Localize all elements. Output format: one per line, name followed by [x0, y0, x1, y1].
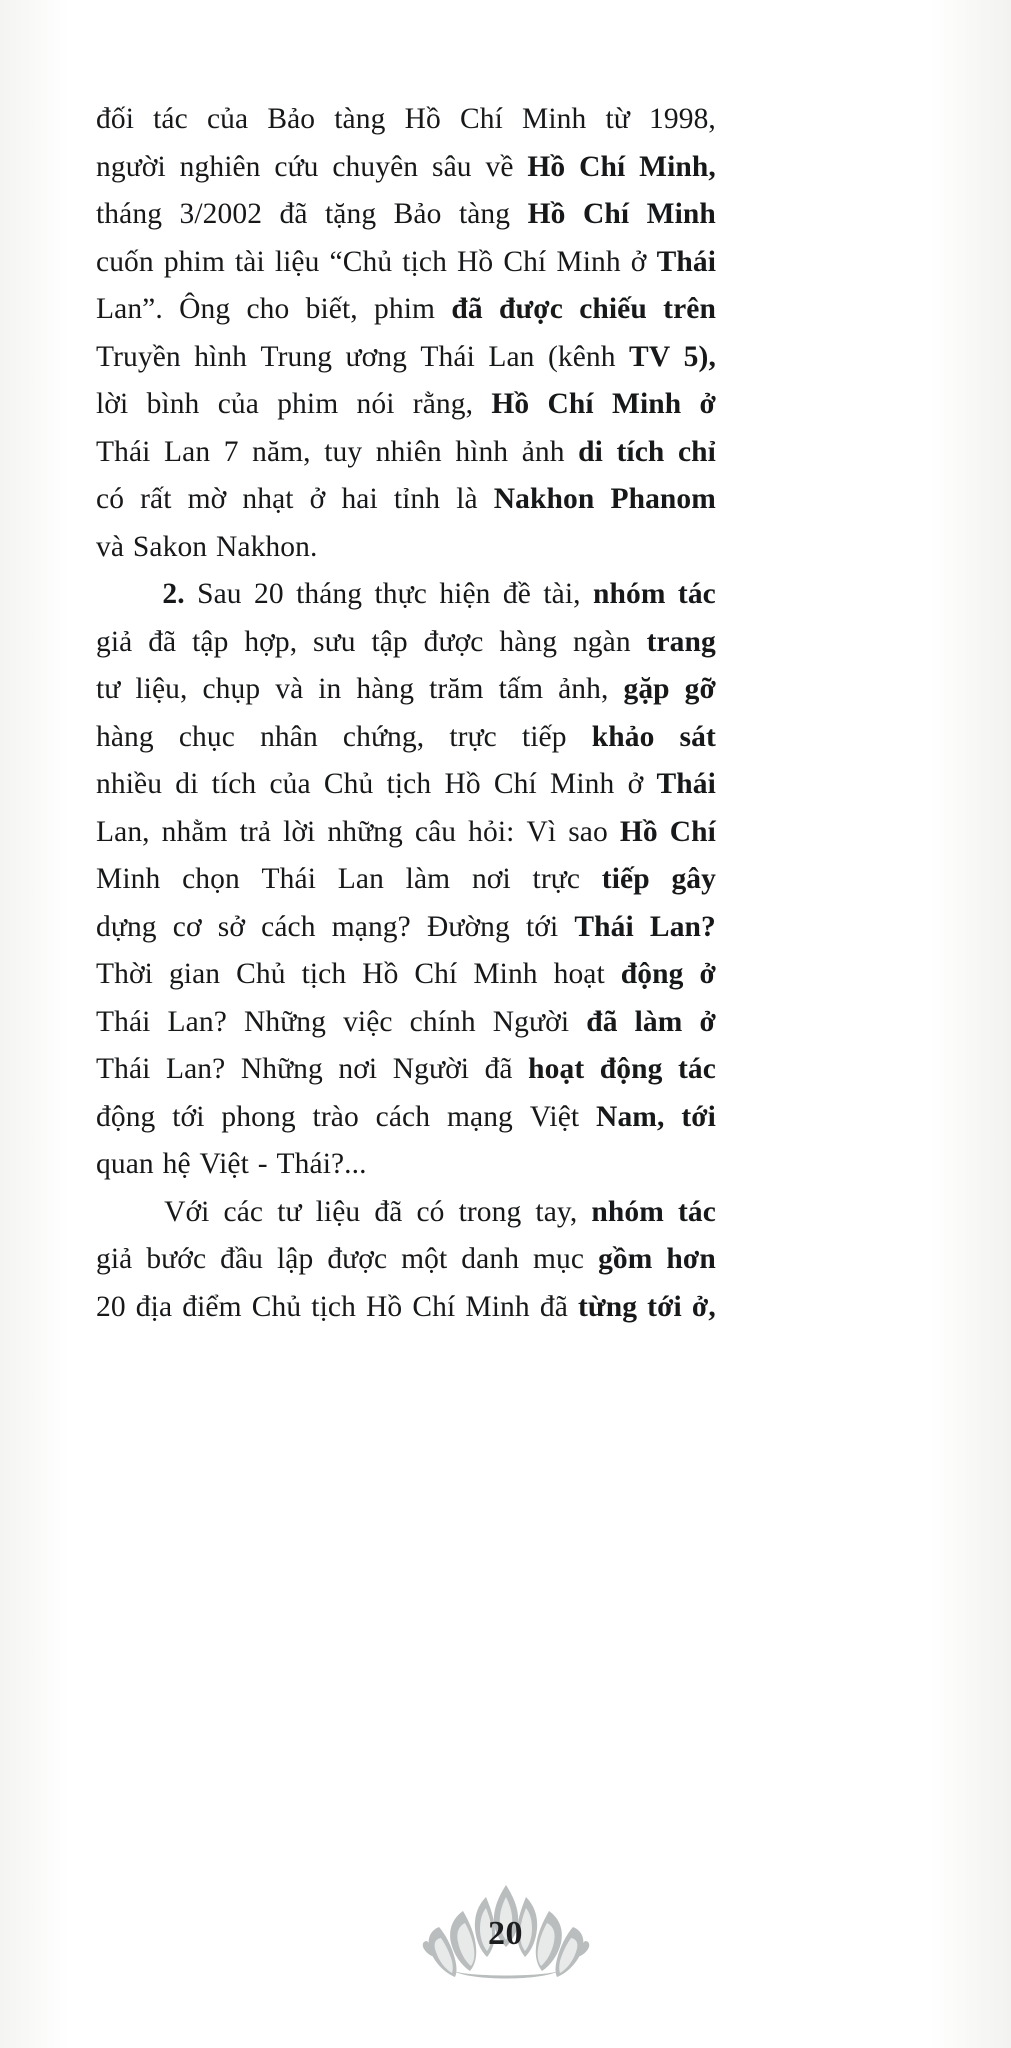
- word: tới: [525, 910, 559, 943]
- word: động: [599, 1053, 663, 1085]
- word: tập: [192, 625, 229, 658]
- page-number: 20: [488, 1915, 523, 1952]
- word: lập: [277, 1243, 314, 1275]
- word: quan: [96, 1148, 154, 1180]
- word: sao: [568, 815, 608, 848]
- word: đã: [484, 1053, 513, 1085]
- word: có: [416, 1195, 445, 1228]
- word: tích: [211, 768, 257, 800]
- word: những: [327, 815, 403, 848]
- word: Thái: [96, 435, 151, 468]
- word: tay,: [535, 1195, 578, 1228]
- word: Chí: [493, 768, 537, 800]
- word: trên: [663, 293, 716, 325]
- text-line: [96, 856, 716, 904]
- text-line: [96, 666, 716, 714]
- word: Thời: [96, 958, 153, 990]
- text-line: [96, 1236, 716, 1284]
- word: tịch: [311, 1290, 356, 1323]
- word: có: [96, 483, 125, 515]
- word: Nam,: [596, 1100, 665, 1133]
- folio-ornament-group: [391, 1871, 621, 1981]
- word: Chí: [414, 958, 458, 990]
- word: Hồ: [404, 103, 441, 135]
- word: chụp: [202, 673, 261, 705]
- word: thực: [374, 578, 427, 610]
- text-line: [96, 1046, 716, 1094]
- word: tới: [647, 1290, 682, 1323]
- word: Với: [164, 1195, 210, 1228]
- word: Chí: [669, 815, 716, 848]
- word: Trung: [260, 340, 333, 373]
- word: ảnh,: [558, 673, 609, 705]
- word: liệu: [274, 245, 320, 278]
- text-line: [96, 809, 716, 857]
- word: tịch: [301, 958, 347, 990]
- word: cứu: [274, 150, 319, 183]
- word: Thái: [96, 1005, 151, 1038]
- word: từ: [605, 103, 630, 135]
- word: Lan,: [96, 815, 150, 848]
- word: Thái?...: [276, 1148, 367, 1180]
- word: từng: [577, 1290, 638, 1323]
- word: ở: [699, 1005, 716, 1038]
- word: tác: [677, 578, 716, 610]
- word: làm: [405, 863, 451, 895]
- word: Hồ: [366, 1290, 403, 1323]
- word: tuy: [324, 435, 363, 468]
- word: lời: [96, 388, 129, 420]
- word: Hồ: [527, 198, 566, 230]
- word: phim: [277, 388, 339, 420]
- word: được: [423, 625, 484, 658]
- word: tác: [153, 103, 188, 135]
- word: di: [175, 768, 199, 800]
- text-line: [96, 96, 716, 144]
- word: Hồ: [527, 150, 566, 183]
- text-line: [96, 904, 716, 952]
- word: Thái: [420, 340, 475, 373]
- word: mục: [533, 1243, 585, 1275]
- word: hiện: [439, 578, 491, 610]
- word: động: [620, 958, 684, 990]
- word: nhiều: [96, 768, 163, 800]
- word: Thái: [656, 245, 716, 278]
- word: địa: [135, 1290, 173, 1323]
- word: Chủ: [323, 768, 374, 800]
- word: đã: [539, 1290, 568, 1323]
- word: Hồ: [619, 815, 658, 848]
- word: nghiên: [179, 150, 261, 183]
- word: trong: [458, 1195, 522, 1228]
- word: chuyên: [332, 150, 419, 183]
- word: cho: [246, 293, 290, 325]
- word: đầu: [220, 1243, 264, 1275]
- word: 20: [254, 578, 284, 610]
- word: nhóm: [592, 578, 666, 610]
- word: Thái: [261, 863, 317, 895]
- word: Minh: [522, 103, 587, 135]
- word: Phanom: [610, 483, 716, 515]
- word: điểm: [182, 1290, 242, 1323]
- word: tới: [681, 1100, 716, 1133]
- word: Ông: [179, 293, 231, 325]
- word: là: [456, 483, 478, 515]
- word: ở: [309, 483, 326, 515]
- word: Minh: [473, 958, 538, 990]
- word: trả: [239, 815, 272, 848]
- word: Việt: [199, 1148, 249, 1180]
- word: di: [578, 435, 603, 468]
- word: lời: [283, 815, 316, 848]
- word: gian: [168, 958, 221, 990]
- word: rằng,: [412, 388, 474, 420]
- word: tác: [677, 1195, 716, 1228]
- word: chọn: [182, 863, 240, 895]
- word: Chí: [412, 1290, 456, 1323]
- word: TV: [629, 340, 671, 373]
- word: 1998,: [649, 103, 716, 135]
- word: Lan: [164, 435, 211, 468]
- text-line: [96, 286, 716, 334]
- word: tịch: [386, 768, 432, 800]
- text-line: [96, 761, 716, 809]
- word: phim: [163, 245, 225, 278]
- text-line: [96, 1141, 716, 1189]
- word: tịch: [402, 245, 447, 278]
- word: ương: [345, 340, 407, 373]
- word: trực: [449, 720, 497, 753]
- word: chỉ: [677, 435, 716, 468]
- word: Vì: [526, 815, 557, 848]
- word: hơn: [666, 1243, 716, 1275]
- page-text-area: [96, 96, 716, 1331]
- word: người: [96, 150, 166, 183]
- word: tiếp: [521, 720, 567, 753]
- word: hệ: [162, 1148, 191, 1180]
- word: -: [257, 1148, 268, 1180]
- word: sở: [217, 910, 246, 943]
- word: đã: [148, 625, 177, 658]
- text-line: [96, 951, 716, 999]
- word: Hồ: [444, 768, 481, 800]
- word: hàng: [96, 720, 154, 753]
- word: tài: [234, 245, 265, 278]
- word: sưu: [313, 625, 356, 658]
- word: trực: [532, 863, 581, 895]
- word: giả: [96, 1243, 133, 1275]
- word: ngàn: [572, 625, 631, 658]
- text-line: [96, 714, 716, 762]
- word: hoạt: [528, 1053, 585, 1085]
- text-line: [96, 239, 716, 287]
- text-line: [96, 334, 716, 382]
- word: bước: [146, 1243, 207, 1275]
- word: một: [401, 1243, 448, 1275]
- word: Hồ: [457, 245, 494, 278]
- word: chục: [178, 720, 235, 753]
- word: gây: [671, 863, 716, 895]
- word: Chí: [459, 103, 503, 135]
- word: Hồ: [362, 958, 399, 990]
- word: Hồ: [491, 388, 530, 420]
- word: ở,: [691, 1290, 716, 1323]
- word: chiếu: [579, 293, 647, 325]
- text-line: [96, 144, 716, 192]
- word: của: [269, 768, 311, 800]
- text-line: [96, 191, 716, 239]
- word: 20: [96, 1290, 126, 1323]
- word: tiếp: [601, 863, 650, 895]
- word: mạng?: [331, 910, 411, 943]
- word: hàng: [356, 673, 415, 705]
- text-line: [96, 619, 716, 667]
- word: gồm: [598, 1243, 653, 1275]
- text-line: [96, 1284, 716, 1332]
- word: hợp,: [244, 625, 298, 658]
- word: Chủ: [251, 1290, 302, 1323]
- word: Những: [240, 1053, 323, 1085]
- word: của: [206, 103, 249, 135]
- word: 2.: [162, 578, 185, 610]
- word: Lan?: [167, 1005, 227, 1038]
- word: Minh: [465, 1290, 530, 1323]
- text-line: [96, 429, 716, 477]
- word: cách: [375, 1100, 431, 1133]
- word: Thái: [574, 910, 634, 943]
- word: Bảo: [393, 198, 442, 230]
- word: gỡ: [684, 673, 716, 705]
- text-line: [96, 476, 716, 524]
- paragraph: [96, 1189, 716, 1332]
- word: Chí: [503, 245, 547, 278]
- word: được: [327, 1243, 388, 1275]
- word: tài,: [543, 578, 581, 610]
- word: mờ: [187, 483, 227, 515]
- word: ở: [699, 388, 716, 420]
- word: Người: [392, 1053, 470, 1085]
- word: nhân: [260, 720, 318, 753]
- word: Minh: [556, 245, 621, 278]
- word: Minh: [550, 768, 615, 800]
- word: của: [217, 388, 259, 420]
- word: tàng: [334, 103, 386, 135]
- word: đề: [502, 578, 531, 610]
- word: tàng: [458, 198, 511, 230]
- word: cuốn: [96, 245, 154, 278]
- word: nhạt: [242, 483, 294, 515]
- word: làm: [634, 1005, 683, 1038]
- word: Nakhon.: [215, 530, 318, 563]
- word: Đường: [426, 910, 510, 943]
- word: ở: [699, 958, 716, 990]
- word: Thái: [656, 768, 716, 800]
- word: hai: [341, 483, 378, 515]
- word: năm,: [252, 435, 311, 468]
- word: cơ: [172, 910, 202, 943]
- word: rất: [140, 483, 172, 515]
- word: được: [498, 293, 563, 325]
- word: “Chủ: [329, 245, 393, 278]
- word: Nakhon: [493, 483, 595, 515]
- word: các: [223, 1195, 264, 1228]
- word: và: [275, 673, 304, 705]
- word: sâu: [432, 150, 472, 183]
- word: ảnh: [521, 435, 565, 468]
- text-line: [96, 381, 716, 429]
- word: và: [96, 530, 125, 563]
- word: Sakon: [132, 530, 208, 563]
- word: (kênh: [547, 340, 616, 373]
- word: nhóm: [591, 1195, 664, 1228]
- paragraph: [96, 96, 716, 571]
- word: danh: [461, 1243, 520, 1275]
- word: tháng: [96, 198, 163, 230]
- word: tháng: [296, 578, 363, 610]
- word: sát: [679, 720, 716, 753]
- word: về: [485, 150, 514, 183]
- word: trăm: [429, 673, 484, 705]
- word: Việt: [529, 1100, 580, 1133]
- word: nơi: [471, 863, 511, 895]
- word: việc: [343, 1005, 393, 1038]
- word: in: [318, 673, 342, 705]
- word: hoạt: [553, 958, 605, 990]
- word: hàng: [499, 625, 558, 658]
- word: biết,: [305, 293, 358, 325]
- word: Chí: [582, 198, 630, 230]
- word: tặng: [325, 198, 377, 230]
- word: Lan”.: [96, 293, 163, 325]
- word: nói: [356, 388, 395, 420]
- word: nhằm: [161, 815, 228, 848]
- word: Lan?: [165, 1053, 226, 1085]
- word: động: [96, 1100, 156, 1133]
- word: câu: [414, 815, 457, 848]
- word: phong: [221, 1100, 296, 1133]
- word: khảo: [591, 720, 655, 753]
- word: Bảo: [267, 103, 316, 135]
- word: tỉnh: [393, 483, 441, 515]
- word: chứng,: [342, 720, 425, 753]
- word: nơi: [338, 1053, 378, 1085]
- word: tấm: [498, 673, 544, 705]
- word: trào: [312, 1100, 359, 1133]
- word: Minh: [612, 388, 682, 420]
- word: Chủ: [236, 958, 286, 990]
- word: tư: [96, 673, 121, 705]
- word: 3/2002: [179, 198, 263, 230]
- word: Chí: [579, 150, 626, 183]
- word: tới: [172, 1100, 205, 1133]
- body-text: [96, 96, 716, 1331]
- word: mạng: [446, 1100, 513, 1133]
- paragraph: [96, 571, 716, 1189]
- word: hình: [194, 340, 248, 373]
- word: hình: [455, 435, 509, 468]
- word: Lan: [488, 340, 535, 373]
- text-line: [96, 1094, 716, 1142]
- word: cách: [261, 910, 316, 943]
- word: Sau: [197, 578, 242, 610]
- word: trang: [646, 625, 716, 658]
- word: Minh: [646, 198, 716, 230]
- word: tư: [277, 1195, 302, 1228]
- word: đối: [96, 103, 134, 135]
- word: Minh,: [639, 150, 716, 183]
- word: liệu,: [135, 673, 188, 705]
- word: Chí: [547, 388, 594, 420]
- word: dựng: [96, 910, 157, 943]
- text-line: [96, 524, 716, 572]
- word: Minh: [96, 863, 161, 895]
- page-footer: [0, 1866, 1011, 1986]
- word: tập: [371, 625, 408, 658]
- word: tác: [677, 1053, 716, 1085]
- word: bình: [146, 388, 200, 420]
- word: đã: [586, 1005, 618, 1038]
- word: phim: [374, 293, 436, 325]
- word: 7: [223, 435, 239, 468]
- word: gặp: [623, 673, 670, 705]
- word: Những: [243, 1005, 326, 1038]
- word: đã: [374, 1195, 403, 1228]
- text-line: [96, 999, 716, 1047]
- word: ở: [627, 768, 644, 800]
- word: đã: [279, 198, 308, 230]
- word: nhiên: [375, 435, 442, 468]
- word: đã: [451, 293, 483, 325]
- word: 5),: [683, 340, 716, 373]
- word: chính: [409, 1005, 476, 1038]
- word: hỏi:: [468, 815, 515, 848]
- word: tích: [616, 435, 665, 468]
- word: Người: [492, 1005, 570, 1038]
- word: Truyền: [96, 340, 181, 373]
- word: liệu: [315, 1195, 361, 1228]
- text-line: [96, 1189, 716, 1237]
- text-line: [96, 571, 716, 619]
- word: Lan?: [649, 910, 716, 943]
- word: ở: [630, 245, 647, 278]
- word: Lan: [337, 863, 384, 895]
- word: giả: [96, 625, 133, 658]
- word: Thái: [96, 1053, 151, 1085]
